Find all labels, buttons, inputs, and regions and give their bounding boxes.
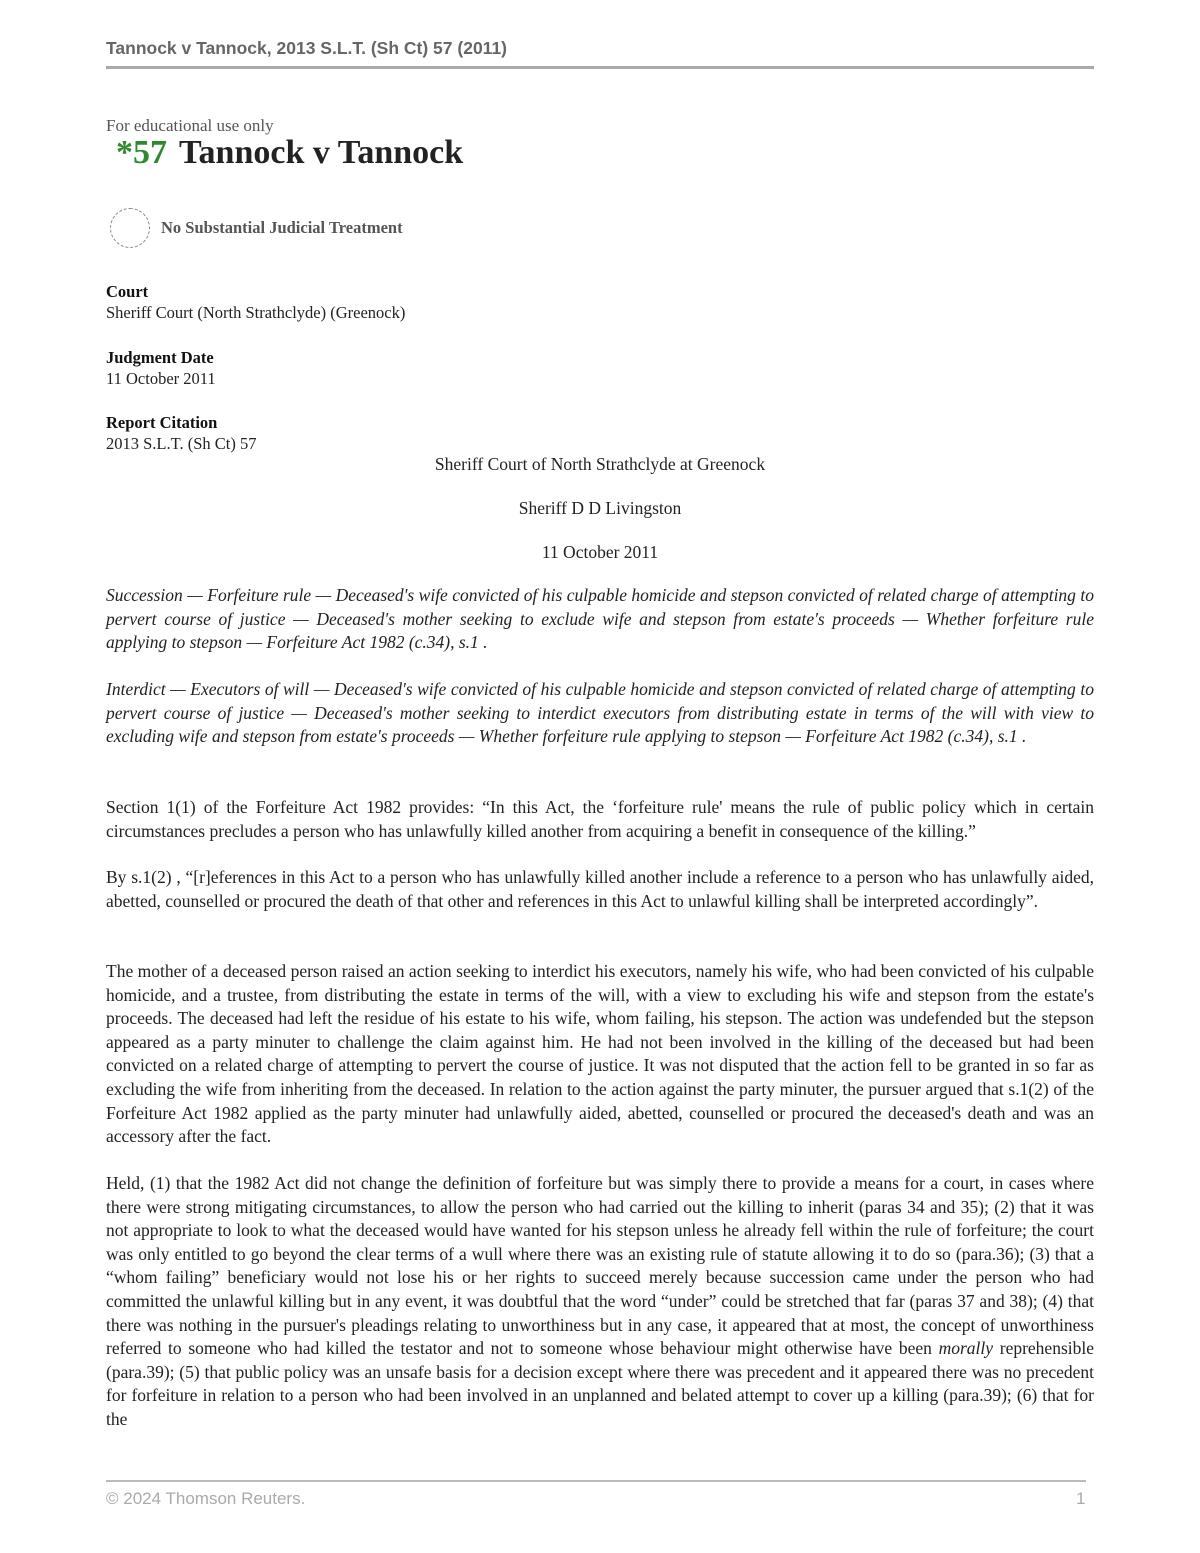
case-name: Tannock v Tannock xyxy=(179,134,464,171)
star-page-number: *57 xyxy=(116,134,167,171)
treatment-label: No Substantial Judicial Treatment xyxy=(161,218,403,237)
document-title xyxy=(116,134,463,172)
court-label: Court xyxy=(106,282,149,301)
footer-page-number: 1 xyxy=(1076,1489,1086,1508)
date-heading: 11 October 2011 xyxy=(541,542,659,562)
judgment-date-field xyxy=(106,347,216,389)
judgment-date-label: Judgment Date xyxy=(106,348,214,367)
report-citation-field xyxy=(106,412,257,454)
court-field xyxy=(106,281,405,323)
judgment-date-value: 11 October 2011 xyxy=(106,369,216,388)
running-header-title: Tannock v Tannock, 2013 S.L.T. (Sh Ct) 57 (2011) xyxy=(106,38,508,58)
held-text-part-2: reprehensible (para.39); (5) that public policy was an unsafe basis for a decision except where there was precedent and it appeared there was no precedent for forfeiture in relation to a person who had been involved in an unplanned and belated attempt to cover up a killing (para.39); (6) that for the xyxy=(106,1338,1094,1429)
held-text-part-1: Held, (1) that the 1982 Act did not change the definition of forfeiture but was simply there to provide a means for a court, in cases where there were strong mitigating circumstances, to allow the person who had carried out the killing to inherit (paras 34 and 35); (2) that it was not appropriate to look to what the deceased would have wanted for his stepson unless he already fell within the rule of forfeiture; the court was only entitled to go beyond the clear terms of a wull where there was an existing rule of statute allowing it to do so (para.36); (3) that a “whom failing” beneficiary would not lose his or her rights to succeed merely because succession came under the person who had committed the unlawful killing but in any event, it was doubtful that the word “under” could be stretched that far (paras 37 and 38); (4) that there was nothing in the pursuer's pleadings relating to unworthiness but in any case, it appeared that at most, the concept of unworthiness referred to someone who had killed the testator and not to someone whose behaviour might otherwise have been xyxy=(106,1173,1094,1359)
footer-divider xyxy=(106,1480,1086,1482)
educational-use-note: For educational use only xyxy=(106,116,274,135)
report-citation-label: Report Citation xyxy=(106,413,218,432)
rubric-succession: Succession — Forfeiture rule — Deceased's wife convicted of his culpable homicide and stepson convicted of related charge of attempting to pervert course of justice — Deceased's mother seeking to exclude wife and stepson from estate's proceeds — Whether forfeiture rule applying to stepson — Forfeiture Act 1982 (c.34), s.1 . xyxy=(106,585,1094,653)
statute-section-1-1: Section 1(1) of the Forfeiture Act 1982 provides: “In this Act, the ‘forfeiture rule' means the rule of public policy which in certain circumstances precludes a person who has unlawfully killed another from acquiring a benefit in consequence of the killing.” xyxy=(106,797,1094,841)
court-heading: Sheriff Court of North Strathclyde at Greenock xyxy=(434,454,766,474)
statute-section-1-2: By s.1(2) , “[r]eferences in this Act to a person who has unlawfully killed another include a reference to a person who has unlawfully aided, abetted, counselled or procured the death of that other and references in this Act to unlawful killing shall be interpreted accordingly”. xyxy=(106,867,1094,911)
held-paragraph xyxy=(106,1172,1094,1432)
report-citation-value: 2013 S.L.T. (Sh Ct) 57 xyxy=(106,434,257,453)
court-value: Sheriff Court (North Strathclyde) (Greenock) xyxy=(106,303,406,322)
held-emphasis: morally xyxy=(938,1338,994,1359)
facts-paragraph: The mother of a deceased person raised an action seeking to interdict his executors, namely his wife, who had been convicted of his culpable homicide, and a trustee, from distributing the estate in terms of the will, with a view to excluding his wife and stepson from the estate's proceeds. The deceased had left the residue of his estate to his wife, whom failing, his stepson. The action was undefended but the stepson appeared as a party minuter to challenge the claim against him. He had not been involved in the killing of the deceased but had been convicted on a related charge of attempting to pervert the course of justice. It was not disputed that the action fell to be granted in so far as excluding the wife from inheriting from the deceased. In relation to the action against the party minuter, the pursuer argued that s.1(2) of the Forfeiture Act 1982 applied as the party minuter had unlawfully aided, abetted, counselled or procured the deceased's death and was an accessory after the fact. xyxy=(106,961,1094,1147)
dashed-circle-icon xyxy=(110,208,150,248)
rubric-interdict: Interdict — Executors of will — Deceased's wife convicted of his culpable homicide and stepson convicted of related charge of attempting to pervert course of justice — Deceased's mother seeking to interdict executors from distributing estate in terms of the will with view to excluding wife and stepson from estate's proceeds — Whether forfeiture rule applying to stepson — Forfeiture Act 1982 (c.34), s.1 . xyxy=(106,679,1094,747)
sheriff-heading: Sheriff D D Livingston xyxy=(518,498,682,518)
header-divider xyxy=(106,66,1094,69)
judicial-treatment-status xyxy=(110,205,403,251)
footer-copyright: © 2024 Thomson Reuters. xyxy=(106,1489,306,1508)
